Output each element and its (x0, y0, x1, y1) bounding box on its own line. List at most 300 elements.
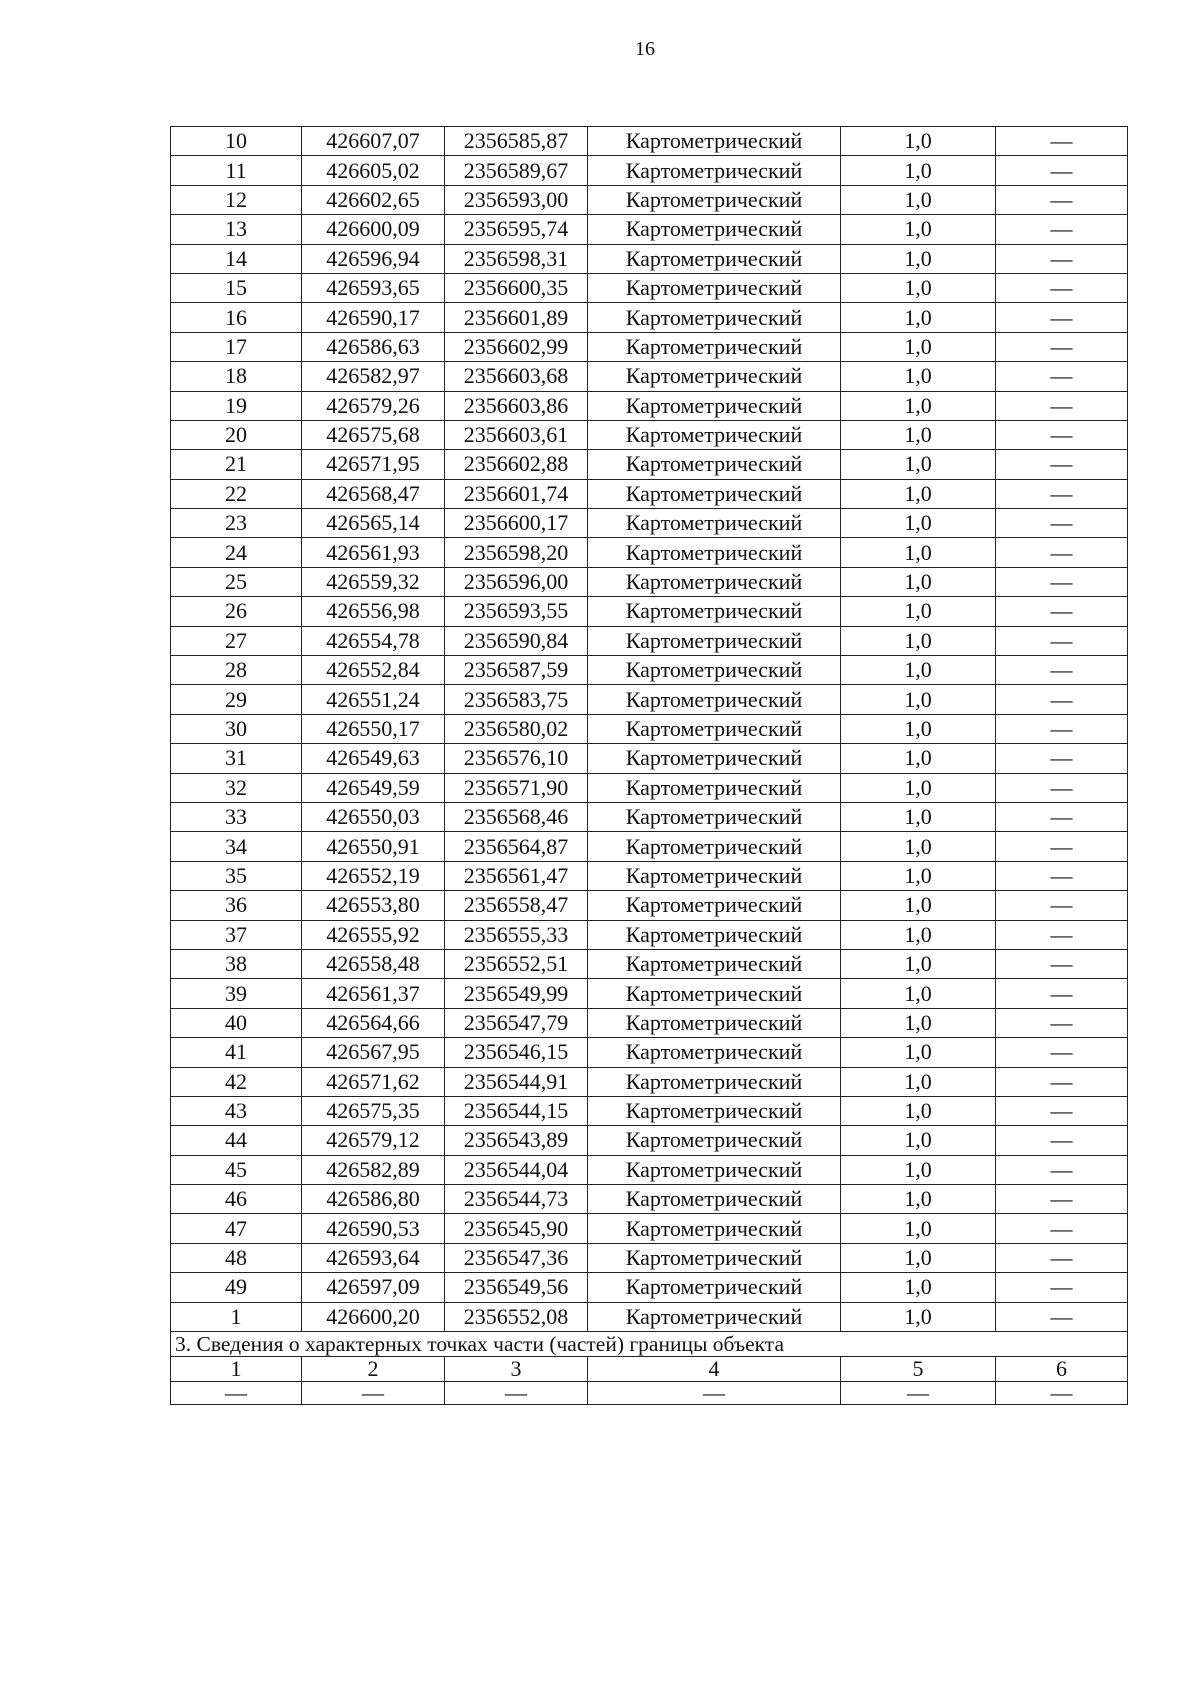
x-coordinate-cell: 426593,65 (302, 273, 445, 302)
method-cell: Картометрический (588, 861, 841, 890)
column-number: 5 (841, 1357, 996, 1382)
x-coordinate-cell: 426582,89 (302, 1155, 445, 1184)
x-coordinate-cell: 426600,09 (302, 215, 445, 244)
section-3-row (171, 1332, 1128, 1357)
y-coordinate-cell: 2356602,88 (445, 450, 588, 479)
method-cell: Картометрический (588, 1067, 841, 1096)
point-number-cell: 33 (171, 802, 302, 831)
x-coordinate-cell: 426571,95 (302, 450, 445, 479)
y-coordinate-cell: 2356602,99 (445, 332, 588, 361)
point-number-cell: 35 (171, 861, 302, 890)
accuracy-cell: 1,0 (841, 391, 996, 420)
note-cell: — (996, 362, 1128, 391)
note-cell: — (996, 1067, 1128, 1096)
accuracy-cell: 1,0 (841, 1096, 996, 1125)
x-coordinate-cell: 426550,17 (302, 714, 445, 743)
table-row (171, 744, 1128, 773)
y-coordinate-cell: 2356600,35 (445, 273, 588, 302)
point-number-cell: 21 (171, 450, 302, 479)
note-cell: — (996, 1126, 1128, 1155)
point-number-cell: 22 (171, 479, 302, 508)
x-coordinate-cell: 426586,80 (302, 1185, 445, 1214)
x-coordinate-cell: 426590,17 (302, 303, 445, 332)
method-cell: Картометрический (588, 1243, 841, 1272)
note-cell: — (996, 979, 1128, 1008)
accuracy-cell: 1,0 (841, 450, 996, 479)
y-coordinate-cell: 2356601,74 (445, 479, 588, 508)
accuracy-cell: 1,0 (841, 802, 996, 831)
table-row (171, 656, 1128, 685)
accuracy-cell: 1,0 (841, 332, 996, 361)
accuracy-cell: 1,0 (841, 244, 996, 273)
accuracy-cell: 1,0 (841, 891, 996, 920)
table-row (171, 244, 1128, 273)
y-coordinate-cell: 2356564,87 (445, 832, 588, 861)
note-cell: — (996, 597, 1128, 626)
note-cell: — (996, 773, 1128, 802)
accuracy-cell: 1,0 (841, 1008, 996, 1037)
accuracy-cell: 1,0 (841, 185, 996, 214)
y-coordinate-cell: 2356568,46 (445, 802, 588, 831)
empty-cell: — (171, 1382, 302, 1405)
note-cell: — (996, 920, 1128, 949)
method-cell: Картометрический (588, 714, 841, 743)
y-coordinate-cell: 2356544,04 (445, 1155, 588, 1184)
accuracy-cell: 1,0 (841, 538, 996, 567)
point-number-cell: 11 (171, 156, 302, 185)
accuracy-cell: 1,0 (841, 979, 996, 1008)
table-row (171, 1214, 1128, 1243)
method-cell: Картометрический (588, 538, 841, 567)
point-number-cell: 27 (171, 626, 302, 655)
y-coordinate-cell: 2356590,84 (445, 626, 588, 655)
y-coordinate-cell: 2356558,47 (445, 891, 588, 920)
y-coordinate-cell: 2356593,00 (445, 185, 588, 214)
method-cell: Картометрический (588, 802, 841, 831)
table-row (171, 567, 1128, 596)
point-number-cell: 44 (171, 1126, 302, 1155)
note-cell: — (996, 891, 1128, 920)
accuracy-cell: 1,0 (841, 1243, 996, 1272)
point-number-cell: 45 (171, 1155, 302, 1184)
y-coordinate-cell: 2356543,89 (445, 1126, 588, 1155)
note-cell: — (996, 538, 1128, 567)
note-cell: — (996, 832, 1128, 861)
table-row (171, 273, 1128, 302)
note-cell: — (996, 156, 1128, 185)
point-number-cell: 46 (171, 1185, 302, 1214)
point-number-cell: 31 (171, 744, 302, 773)
method-cell: Картометрический (588, 450, 841, 479)
x-coordinate-cell: 426593,64 (302, 1243, 445, 1272)
note-cell: — (996, 450, 1128, 479)
method-cell: Картометрический (588, 1096, 841, 1125)
y-coordinate-cell: 2356585,87 (445, 127, 588, 156)
table-row (171, 1302, 1128, 1331)
x-coordinate-cell: 426555,92 (302, 920, 445, 949)
note-cell: — (996, 185, 1128, 214)
x-coordinate-cell: 426550,03 (302, 802, 445, 831)
table-row (171, 1038, 1128, 1067)
table-row (171, 509, 1128, 538)
method-cell: Картометрический (588, 303, 841, 332)
y-coordinate-cell: 2356544,91 (445, 1067, 588, 1096)
x-coordinate-cell: 426568,47 (302, 479, 445, 508)
table-row (171, 920, 1128, 949)
y-coordinate-cell: 2356544,73 (445, 1185, 588, 1214)
point-number-cell: 28 (171, 656, 302, 685)
note-cell: — (996, 1185, 1128, 1214)
table-row (171, 1185, 1128, 1214)
method-cell: Картометрический (588, 1126, 841, 1155)
note-cell: — (996, 714, 1128, 743)
note-cell: — (996, 420, 1128, 449)
point-number-cell: 49 (171, 1273, 302, 1302)
x-coordinate-cell: 426556,98 (302, 597, 445, 626)
accuracy-cell: 1,0 (841, 567, 996, 596)
note-cell: — (996, 509, 1128, 538)
note-cell: — (996, 1273, 1128, 1302)
method-cell: Картометрический (588, 920, 841, 949)
note-cell: — (996, 1155, 1128, 1184)
y-coordinate-cell: 2356598,20 (445, 538, 588, 567)
y-coordinate-cell: 2356601,89 (445, 303, 588, 332)
x-coordinate-cell: 426597,09 (302, 1273, 445, 1302)
table-row (171, 391, 1128, 420)
accuracy-cell: 1,0 (841, 1155, 996, 1184)
method-cell: Картометрический (588, 509, 841, 538)
table-row (171, 1067, 1128, 1096)
point-number-cell: 20 (171, 420, 302, 449)
accuracy-cell: 1,0 (841, 1185, 996, 1214)
note-cell: — (996, 1038, 1128, 1067)
method-cell: Картометрический (588, 479, 841, 508)
y-coordinate-cell: 2356583,75 (445, 685, 588, 714)
table-row (171, 1126, 1128, 1155)
accuracy-cell: 1,0 (841, 1302, 996, 1331)
table-row (171, 332, 1128, 361)
point-number-cell: 10 (171, 127, 302, 156)
y-coordinate-cell: 2356595,74 (445, 215, 588, 244)
y-coordinate-cell: 2356545,90 (445, 1214, 588, 1243)
note-cell: — (996, 273, 1128, 302)
note-cell: — (996, 244, 1128, 273)
y-coordinate-cell: 2356587,59 (445, 656, 588, 685)
x-coordinate-cell: 426558,48 (302, 949, 445, 978)
accuracy-cell: 1,0 (841, 597, 996, 626)
note-cell: — (996, 127, 1128, 156)
point-number-cell: 47 (171, 1214, 302, 1243)
method-cell: Картометрический (588, 832, 841, 861)
accuracy-cell: 1,0 (841, 1038, 996, 1067)
y-coordinate-cell: 2356598,31 (445, 244, 588, 273)
y-coordinate-cell: 2356549,56 (445, 1273, 588, 1302)
column-number: 6 (996, 1357, 1128, 1382)
table-row (171, 1008, 1128, 1037)
x-coordinate-cell: 426549,59 (302, 773, 445, 802)
method-cell: Картометрический (588, 626, 841, 655)
point-number-cell: 1 (171, 1302, 302, 1331)
point-number-cell: 29 (171, 685, 302, 714)
method-cell: Картометрический (588, 391, 841, 420)
point-number-cell: 34 (171, 832, 302, 861)
table-row (171, 773, 1128, 802)
point-number-cell: 48 (171, 1243, 302, 1272)
y-coordinate-cell: 2356589,67 (445, 156, 588, 185)
method-cell: Картометрический (588, 891, 841, 920)
note-cell: — (996, 1214, 1128, 1243)
method-cell: Картометрический (588, 185, 841, 214)
accuracy-cell: 1,0 (841, 362, 996, 391)
point-number-cell: 42 (171, 1067, 302, 1096)
method-cell: Картометрический (588, 685, 841, 714)
point-number-cell: 43 (171, 1096, 302, 1125)
column-number-row (171, 1357, 1128, 1382)
point-number-cell: 18 (171, 362, 302, 391)
x-coordinate-cell: 426554,78 (302, 626, 445, 655)
method-cell: Картометрический (588, 979, 841, 1008)
accuracy-cell: 1,0 (841, 127, 996, 156)
x-coordinate-cell: 426590,53 (302, 1214, 445, 1243)
method-cell: Картометрический (588, 244, 841, 273)
x-coordinate-cell: 426559,32 (302, 567, 445, 596)
x-coordinate-cell: 426575,68 (302, 420, 445, 449)
x-coordinate-cell: 426550,91 (302, 832, 445, 861)
method-cell: Картометрический (588, 1155, 841, 1184)
y-coordinate-cell: 2356547,79 (445, 1008, 588, 1037)
table-row (171, 1155, 1128, 1184)
accuracy-cell: 1,0 (841, 920, 996, 949)
table-row (171, 303, 1128, 332)
accuracy-cell: 1,0 (841, 215, 996, 244)
x-coordinate-cell: 426582,97 (302, 362, 445, 391)
point-number-cell: 26 (171, 597, 302, 626)
note-cell: — (996, 1302, 1128, 1331)
accuracy-cell: 1,0 (841, 714, 996, 743)
table-row (171, 832, 1128, 861)
empty-cell: — (302, 1382, 445, 1405)
y-coordinate-cell: 2356552,51 (445, 949, 588, 978)
method-cell: Картометрический (588, 744, 841, 773)
accuracy-cell: 1,0 (841, 1067, 996, 1096)
x-coordinate-cell: 426565,14 (302, 509, 445, 538)
point-number-cell: 41 (171, 1038, 302, 1067)
column-number: 2 (302, 1357, 445, 1382)
point-number-cell: 19 (171, 391, 302, 420)
table-row (171, 1243, 1128, 1272)
note-cell: — (996, 332, 1128, 361)
method-cell: Картометрический (588, 1038, 841, 1067)
method-cell: Картометрический (588, 1214, 841, 1243)
accuracy-cell: 1,0 (841, 1126, 996, 1155)
point-number-cell: 12 (171, 185, 302, 214)
point-number-cell: 38 (171, 949, 302, 978)
accuracy-cell: 1,0 (841, 685, 996, 714)
note-cell: — (996, 656, 1128, 685)
accuracy-cell: 1,0 (841, 744, 996, 773)
note-cell: — (996, 391, 1128, 420)
y-coordinate-cell: 2356561,47 (445, 861, 588, 890)
y-coordinate-cell: 2356603,61 (445, 420, 588, 449)
table-row (171, 185, 1128, 214)
table-row (171, 215, 1128, 244)
x-coordinate-cell: 426605,02 (302, 156, 445, 185)
method-cell: Картометрический (588, 949, 841, 978)
x-coordinate-cell: 426553,80 (302, 891, 445, 920)
y-coordinate-cell: 2356549,99 (445, 979, 588, 1008)
point-number-cell: 24 (171, 538, 302, 567)
x-coordinate-cell: 426571,62 (302, 1067, 445, 1096)
x-coordinate-cell: 426561,93 (302, 538, 445, 567)
table-row (171, 479, 1128, 508)
point-number-cell: 15 (171, 273, 302, 302)
x-coordinate-cell: 426551,24 (302, 685, 445, 714)
column-number: 1 (171, 1357, 302, 1382)
table-row (171, 1096, 1128, 1125)
note-cell: — (996, 949, 1128, 978)
method-cell: Картометрический (588, 420, 841, 449)
empty-cell: — (996, 1382, 1128, 1405)
method-cell: Картометрический (588, 215, 841, 244)
table-row (171, 714, 1128, 743)
empty-cell: — (588, 1382, 841, 1405)
accuracy-cell: 1,0 (841, 303, 996, 332)
x-coordinate-cell: 426575,35 (302, 1096, 445, 1125)
x-coordinate-cell: 426579,12 (302, 1126, 445, 1155)
x-coordinate-cell: 426552,19 (302, 861, 445, 890)
accuracy-cell: 1,0 (841, 626, 996, 655)
x-coordinate-cell: 426561,37 (302, 979, 445, 1008)
y-coordinate-cell: 2356547,36 (445, 1243, 588, 1272)
note-cell: — (996, 479, 1128, 508)
table-row (171, 156, 1128, 185)
y-coordinate-cell: 2356552,08 (445, 1302, 588, 1331)
point-number-cell: 25 (171, 567, 302, 596)
accuracy-cell: 1,0 (841, 1214, 996, 1243)
table-row (171, 420, 1128, 449)
point-number-cell: 16 (171, 303, 302, 332)
y-coordinate-cell: 2356600,17 (445, 509, 588, 538)
x-coordinate-cell: 426596,94 (302, 244, 445, 273)
y-coordinate-cell: 2356580,02 (445, 714, 588, 743)
x-coordinate-cell: 426579,26 (302, 391, 445, 420)
method-cell: Картометрический (588, 362, 841, 391)
empty-cell: — (841, 1382, 996, 1405)
point-number-cell: 13 (171, 215, 302, 244)
accuracy-cell: 1,0 (841, 773, 996, 802)
y-coordinate-cell: 2356603,86 (445, 391, 588, 420)
table-row (171, 685, 1128, 714)
point-number-cell: 23 (171, 509, 302, 538)
x-coordinate-cell: 426564,66 (302, 1008, 445, 1037)
column-number: 4 (588, 1357, 841, 1382)
accuracy-cell: 1,0 (841, 509, 996, 538)
table-row (171, 127, 1128, 156)
x-coordinate-cell: 426600,20 (302, 1302, 445, 1331)
method-cell: Картометрический (588, 597, 841, 626)
table-row (171, 861, 1128, 890)
page-number: 16 (635, 38, 655, 60)
table-row (171, 597, 1128, 626)
method-cell: Картометрический (588, 332, 841, 361)
table-row (171, 362, 1128, 391)
accuracy-cell: 1,0 (841, 420, 996, 449)
empty-cell: — (445, 1382, 588, 1405)
method-cell: Картометрический (588, 1302, 841, 1331)
method-cell: Картометрический (588, 127, 841, 156)
accuracy-cell: 1,0 (841, 949, 996, 978)
method-cell: Картометрический (588, 156, 841, 185)
table-row (171, 802, 1128, 831)
section-3-title: 3. Сведения о характерных точках части (частей) границы объекта (171, 1332, 1128, 1357)
y-coordinate-cell: 2356576,10 (445, 744, 588, 773)
point-number-cell: 40 (171, 1008, 302, 1037)
y-coordinate-cell: 2356593,55 (445, 597, 588, 626)
note-cell: — (996, 861, 1128, 890)
y-coordinate-cell: 2356571,90 (445, 773, 588, 802)
table-row (171, 626, 1128, 655)
table-row (171, 1273, 1128, 1302)
x-coordinate-cell: 426602,65 (302, 185, 445, 214)
accuracy-cell: 1,0 (841, 479, 996, 508)
x-coordinate-cell: 426586,63 (302, 332, 445, 361)
method-cell: Картометрический (588, 656, 841, 685)
note-cell: — (996, 685, 1128, 714)
note-cell: — (996, 744, 1128, 773)
method-cell: Картометрический (588, 773, 841, 802)
method-cell: Картометрический (588, 1008, 841, 1037)
note-cell: — (996, 215, 1128, 244)
note-cell: — (996, 1096, 1128, 1125)
note-cell: — (996, 1243, 1128, 1272)
point-number-cell: 39 (171, 979, 302, 1008)
table-row (171, 538, 1128, 567)
note-cell: — (996, 626, 1128, 655)
method-cell: Картометрический (588, 1273, 841, 1302)
point-number-cell: 17 (171, 332, 302, 361)
x-coordinate-cell: 426567,95 (302, 1038, 445, 1067)
y-coordinate-cell: 2356555,33 (445, 920, 588, 949)
table-row (171, 949, 1128, 978)
x-coordinate-cell: 426552,84 (302, 656, 445, 685)
y-coordinate-cell: 2356544,15 (445, 1096, 588, 1125)
accuracy-cell: 1,0 (841, 832, 996, 861)
empty-data-row (171, 1382, 1128, 1405)
y-coordinate-cell: 2356546,15 (445, 1038, 588, 1067)
note-cell: — (996, 303, 1128, 332)
method-cell: Картометрический (588, 1185, 841, 1214)
table-row (171, 979, 1128, 1008)
column-number: 3 (445, 1357, 588, 1382)
x-coordinate-cell: 426549,63 (302, 744, 445, 773)
table-row (171, 891, 1128, 920)
point-number-cell: 14 (171, 244, 302, 273)
method-cell: Картометрический (588, 273, 841, 302)
note-cell: — (996, 1008, 1128, 1037)
table-row (171, 450, 1128, 479)
point-number-cell: 32 (171, 773, 302, 802)
accuracy-cell: 1,0 (841, 861, 996, 890)
coordinates-table-body (171, 127, 1128, 1332)
x-coordinate-cell: 426607,07 (302, 127, 445, 156)
coordinates-table (170, 126, 1128, 1405)
point-number-cell: 36 (171, 891, 302, 920)
note-cell: — (996, 567, 1128, 596)
y-coordinate-cell: 2356596,00 (445, 567, 588, 596)
accuracy-cell: 1,0 (841, 1273, 996, 1302)
accuracy-cell: 1,0 (841, 656, 996, 685)
point-number-cell: 37 (171, 920, 302, 949)
